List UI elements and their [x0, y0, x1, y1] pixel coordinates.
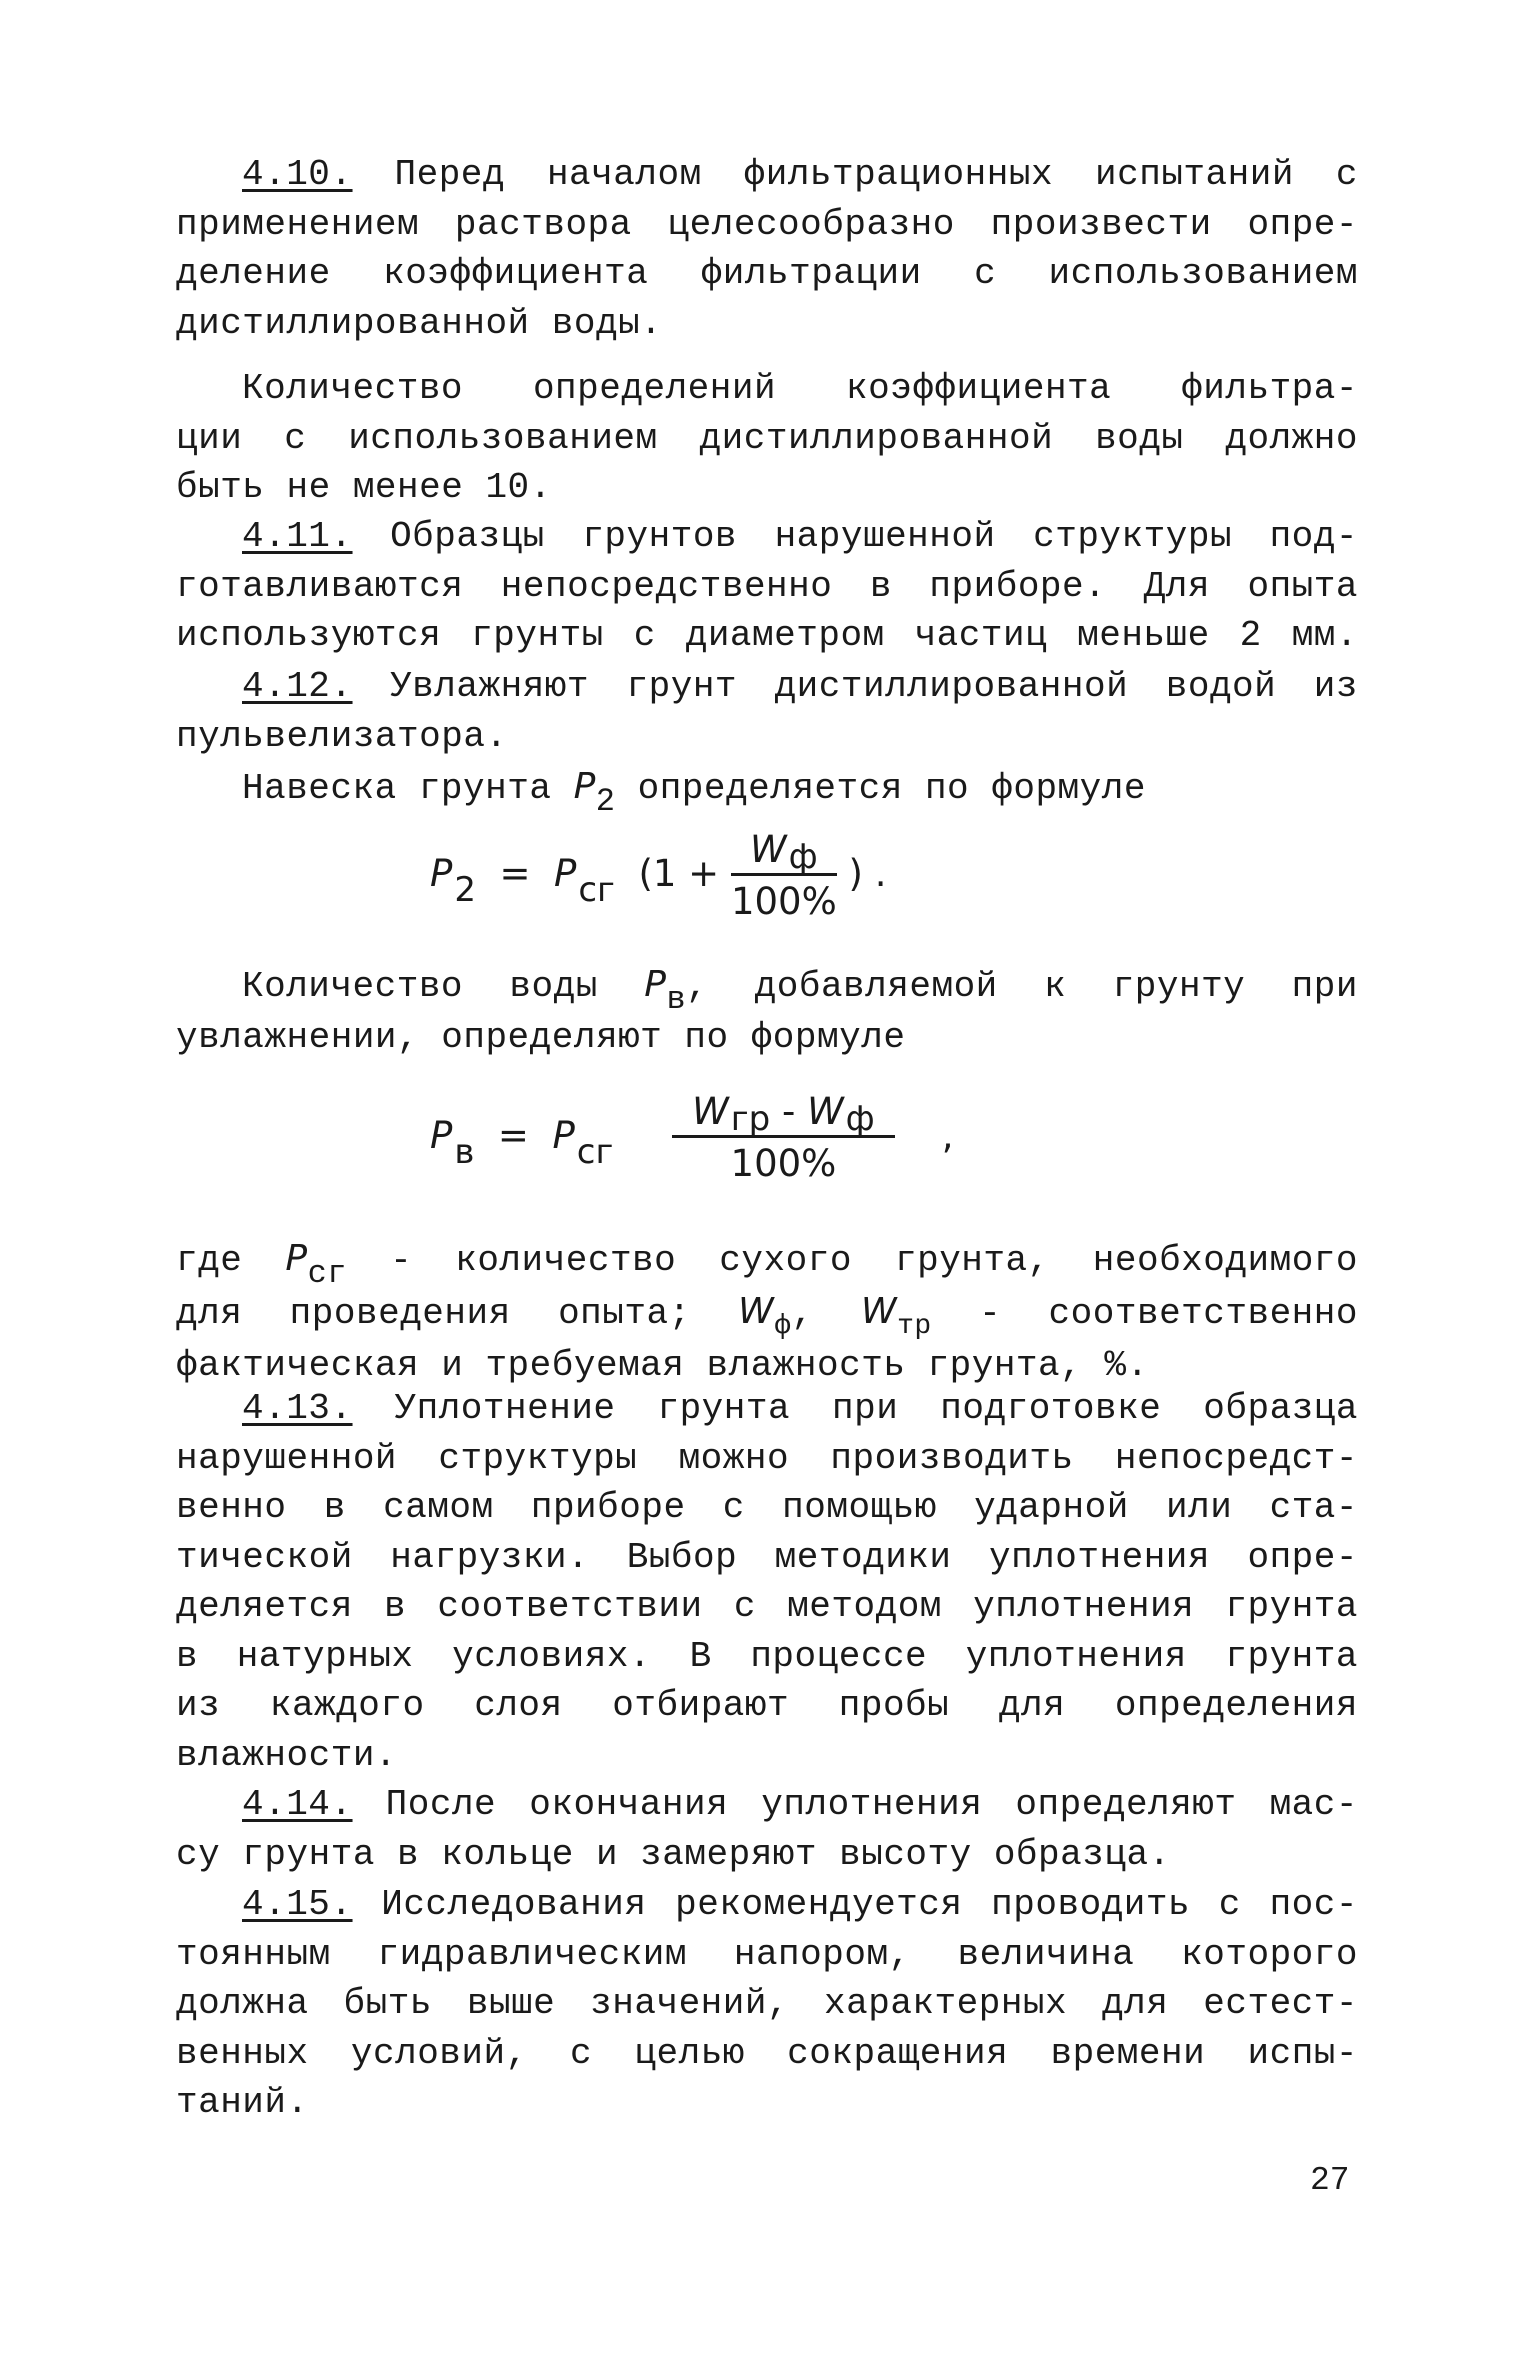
- formula-water-amount: Pв = Pсг $\frac{\text{Wгр - Wф}}{100\%}$ ,: [430, 1090, 954, 1185]
- paragraph-line: влажности.: [176, 1734, 398, 1776]
- paragraph-line: применением раствора целесообразно произвести опре-: [176, 203, 1358, 245]
- paragraph-line: тоянным гидравлическим напором, величина которого: [176, 1933, 1358, 1975]
- paragraph-where: где Pсг - количество сухого грунта, необходимого для проведения опыта; $W_ф$, $W_{тр}$ - соответственно фактическая и требуемая влажность грунта, %.: [176, 1234, 1358, 1391]
- paragraph-water-intro: Количество воды Pв, добавляемой к грунту при увлажнении, определяют по формуле: [176, 960, 1358, 1062]
- paragraph-line: деление коэффициента фильтрации с использованием: [176, 253, 1358, 294]
- fraction: $\frac{Wф}{100\%}$: [730, 828, 837, 923]
- paragraph-weight-intro: Навеска грунта P2 определяется по формуле: [242, 766, 1146, 820]
- variable-p: P: [644, 964, 667, 1005]
- paragraph-4-10-count: [176, 364, 1358, 513]
- paragraph-line: тической нагрузки. Выбор методики уплотнения опре-: [176, 1536, 1358, 1578]
- paragraph-4-14: [176, 1780, 1358, 1879]
- paragraph-line: венно в самом приборе с помощью ударной или ста-: [176, 1487, 1358, 1528]
- paragraph-line: Образцы грунтов нарушенной структуры под-: [390, 516, 1358, 557]
- paragraph-line: нарушенной структуры можно производить непосредст-: [176, 1437, 1358, 1479]
- paragraph-line: из каждого слоя отбирают пробы для определения: [176, 1685, 1358, 1726]
- section-number-4-11: 4.11.: [242, 516, 353, 557]
- paragraph-line: Уплотнение грунта при подготовке образца: [394, 1388, 1358, 1429]
- paragraph-line: ции с использованием дистиллированной воды должно: [176, 417, 1358, 459]
- paragraph-4-15: [176, 1880, 1358, 2128]
- section-number-4-13: 4.13.: [242, 1388, 353, 1429]
- paragraph-line: венных условий, с целью сокращения времени испы-: [176, 2032, 1358, 2074]
- paragraph-line: Количество определений коэффициента фильтра-: [242, 368, 1358, 409]
- section-number-4-14: 4.14.: [242, 1784, 353, 1825]
- formula-soil-weight: P2 = Pсг (1 + $\frac{Wф}{100\%}$ ) .: [430, 828, 887, 923]
- page-number: 27: [1310, 2162, 1350, 2199]
- paragraph-line: фактическая и требуемая влажность грунта, %.: [176, 1345, 1149, 1386]
- paragraph-line: Исследования рекомендуется проводить с пос-: [381, 1884, 1358, 1925]
- fraction: $\frac{\text{Wгр - Wф}}{100\%}$: [672, 1090, 895, 1185]
- paragraph-line: После окончания уплотнения определяют мас-: [385, 1784, 1358, 1825]
- paragraph-line: Увлажняют грунт дистиллированной водой из: [390, 666, 1358, 707]
- paragraph-line: пульвелизатора.: [176, 715, 508, 757]
- variable-p: P: [573, 766, 596, 807]
- section-number-4-12: 4.12.: [242, 666, 353, 707]
- paragraph-4-13: [176, 1384, 1358, 1780]
- paragraph-line: дистиллированной воды.: [176, 302, 663, 344]
- paragraph-line: готавливаются непосредственно в приборе. Для опыта: [176, 565, 1358, 607]
- paragraph-4-12: [176, 662, 1358, 761]
- section-number-4-15: 4.15.: [242, 1884, 353, 1925]
- paragraph-line: су грунта в кольце и замеряют высоту образца.: [176, 1833, 1171, 1875]
- paragraph-4-11: [176, 512, 1358, 661]
- paragraph-line: таний.: [176, 2082, 309, 2123]
- paragraph-line: должна быть выше значений, характерных для естест-: [176, 1983, 1358, 2024]
- paragraph-line: в натурных условиях. В процессе уплотнения грунта: [176, 1635, 1358, 1677]
- paragraph-line: Перед началом фильтрационных испытаний с: [394, 154, 1358, 195]
- paragraph-4-10: [176, 150, 1358, 348]
- paragraph-line: используются грунты с диаметром частиц меньше 2 мм.: [176, 615, 1358, 656]
- variable-p: P: [285, 1238, 308, 1279]
- paragraph-line: увлажнении, определяют по формуле: [176, 1016, 906, 1058]
- section-number-4-10: 4.10.: [242, 154, 353, 195]
- paragraph-line: деляется в соответствии с методом уплотнения грунта: [176, 1586, 1358, 1627]
- paragraph-line: быть не менее 10.: [176, 467, 552, 508]
